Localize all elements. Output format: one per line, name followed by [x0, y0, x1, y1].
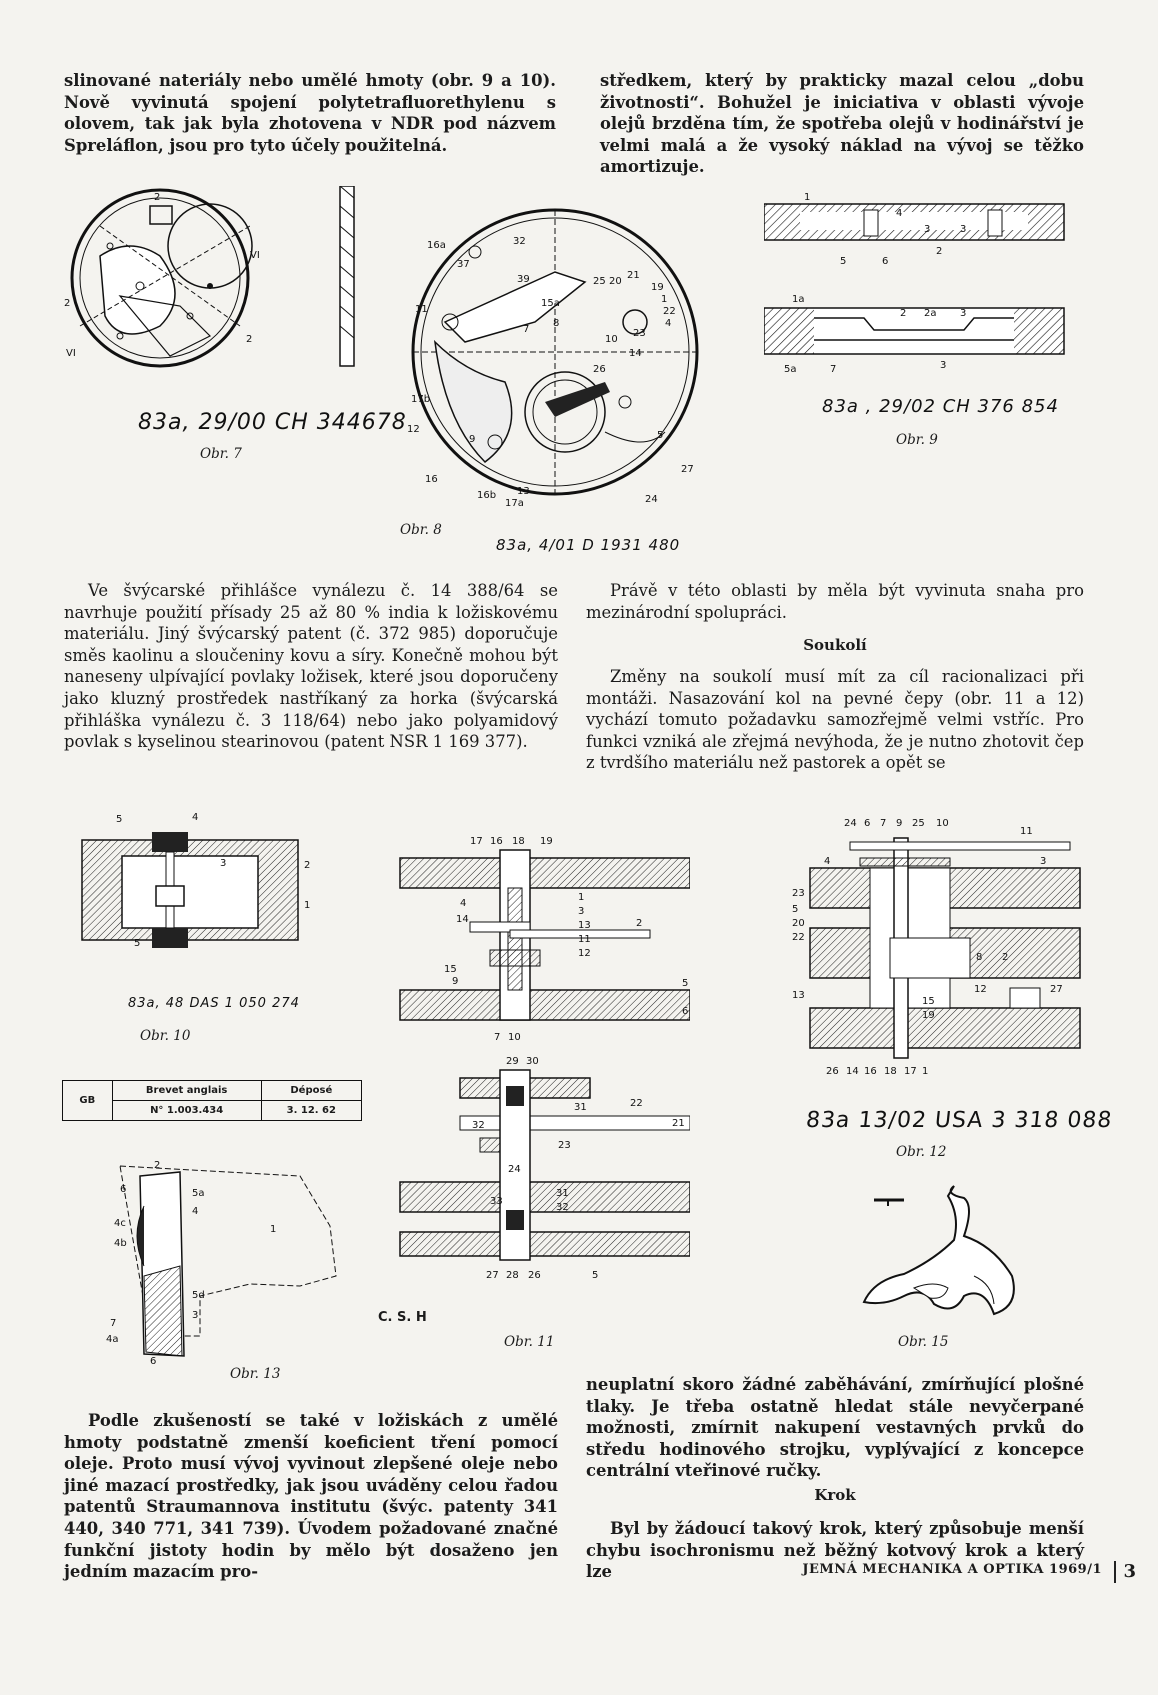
- fig12-label: 17: [904, 1066, 917, 1077]
- fig11-label: 29: [506, 1056, 519, 1067]
- fig13-label: 6: [150, 1356, 157, 1366]
- brevet-table: [62, 1080, 362, 1121]
- figure-7-drawing: [60, 186, 400, 386]
- fig10-label: 2: [304, 860, 311, 871]
- fig12-label: 22: [792, 932, 805, 943]
- fig8-label: 23: [633, 328, 646, 339]
- figure-13: [100, 1156, 350, 1366]
- fig12-label: 10: [936, 818, 949, 829]
- fig11-label: 17: [470, 836, 483, 847]
- fig9-label: 3: [924, 224, 931, 235]
- fig8-label: 11: [415, 304, 428, 315]
- fig11-label: 33: [490, 1196, 503, 1207]
- fig8-label: 17b: [411, 394, 431, 405]
- figure-7-patent: 83a, 29/00 CH 344678: [138, 410, 407, 435]
- fig8-label: 24: [645, 494, 658, 505]
- fig11-label: 32: [556, 1202, 569, 1213]
- figure-12-drawing: [790, 808, 1090, 1078]
- fig11-label: 14: [456, 914, 469, 925]
- figure-8: [405, 202, 715, 512]
- fig8-label: 13: [517, 486, 530, 497]
- fig13-label: 4c: [114, 1218, 126, 1229]
- fig8-label: 9: [469, 434, 476, 445]
- fig11-label: 28: [506, 1270, 519, 1281]
- fig11-label: 18: [512, 836, 525, 847]
- fig12-label: 18: [884, 1066, 897, 1077]
- fig12-label: 27: [1050, 984, 1063, 995]
- fig10-label: 5: [116, 814, 123, 825]
- section-heading-krok: Krok: [814, 1486, 856, 1504]
- fig12-label: 6: [864, 818, 871, 829]
- fig13-label: 5d: [192, 1290, 205, 1301]
- fig12-label: 25: [912, 818, 925, 829]
- fig8-label: 10: [605, 334, 618, 345]
- fig13-label: 4a: [106, 1334, 119, 1345]
- fig7-label: 2: [154, 192, 161, 203]
- fig11-label: 31: [556, 1188, 569, 1199]
- fig11-label: 9: [452, 976, 459, 987]
- fig8-label: 16b: [477, 490, 497, 501]
- fig12-label: 9: [896, 818, 903, 829]
- fig9-label: 5a: [784, 364, 797, 375]
- fig8-label: 21: [627, 270, 640, 281]
- fig9-label: 1a: [792, 294, 805, 305]
- fig11-label: 10: [508, 1032, 521, 1043]
- fig11-upper-assembly: [400, 850, 690, 1020]
- fig8-label: 15a: [541, 298, 560, 309]
- fig11-label: 22: [630, 1098, 643, 1109]
- fig9-label: 2a: [924, 308, 937, 319]
- figure-8-drawing: [405, 202, 715, 512]
- fig12-label: 4: [824, 856, 831, 867]
- figure-15-caption: Obr. 15: [898, 1334, 949, 1350]
- fig13-label: 2: [154, 1160, 161, 1171]
- fig13-label: 7: [110, 1318, 117, 1329]
- fig11-label: 3: [578, 906, 585, 917]
- fig11-label: 23: [558, 1140, 571, 1151]
- fig8-label: 16a: [427, 240, 446, 251]
- fig7-label: 2: [246, 334, 253, 345]
- figure-11: [360, 830, 690, 1308]
- fig9-label: 5: [840, 256, 847, 267]
- column2-mid-paragraph: Právě v této oblasti by měla být vyvinuta snaha pro mezinárodní spolupráci.: [586, 581, 1084, 622]
- fig11-label: 32: [472, 1120, 485, 1131]
- fig9-lower-section: [764, 308, 1064, 354]
- fig13-label: 4: [192, 1206, 199, 1217]
- fig8-label: 25: [593, 276, 606, 287]
- fig12-label: 15: [922, 996, 935, 1007]
- footer-separator: [1114, 1561, 1116, 1583]
- fig11-label: 31: [574, 1102, 587, 1113]
- figure-13-drawing: [100, 1156, 350, 1366]
- fig9-label: 2: [900, 308, 907, 319]
- column1-intro-paragraph: slinované nateriály nebo umělé hmoty (obr. 9 a 10). Nově vyvinutá spojení polytetrafluorethylenu s olovem, tak jak byla zhotovena v NDR pod názvem Spreláflon, jsou pro tyto účely použitelná.: [64, 71, 556, 155]
- fig11-label: 13: [578, 920, 591, 931]
- fig11-label: 5: [592, 1270, 599, 1281]
- fig8-label: 39: [517, 274, 530, 285]
- fig11-label: 24: [508, 1164, 521, 1175]
- fig11-label: 1: [578, 892, 585, 903]
- figure-11-drawing: [360, 830, 690, 1308]
- section-heading-soukoli: Soukolí: [803, 636, 867, 654]
- column2-bottom-paragraph: neuplatní skoro žádné zaběhávání, zmírňující plošné tlaky. Je třeba ostatně hledat stále nevyčerpané možnosti, zmírnit nakupení vestavných prvků do středu hodinového strojku, vyplývající z koncepce centrální vteřinové ručky.: [586, 1375, 1084, 1481]
- figure-15-drawing: [844, 1176, 1044, 1326]
- brevet-depose-date: 3. 12. 62: [261, 1101, 361, 1121]
- fig7-label: VI: [250, 250, 260, 261]
- fig11-label: 27: [486, 1270, 499, 1281]
- fig11-lower-assembly: [400, 1070, 690, 1260]
- fig12-label: 2: [1002, 952, 1009, 963]
- fig8-label: 26: [593, 364, 606, 375]
- fig9-label: 4: [896, 208, 903, 219]
- figure-12-patent: 83a 13/02 USA 3 318 088: [804, 1108, 1114, 1133]
- fig12-label: 1: [922, 1066, 929, 1077]
- fig13-label: 6: [120, 1184, 127, 1195]
- fig12-label: 8: [976, 952, 983, 963]
- fig11-label: 30: [526, 1056, 539, 1067]
- figure-15: [844, 1176, 1044, 1326]
- fig12-label: 20: [792, 918, 805, 929]
- fig13-label: 4b: [114, 1238, 127, 1249]
- fig12-label: 24: [844, 818, 857, 829]
- fig8-label: 37: [457, 259, 470, 270]
- fig11-label: 5: [682, 978, 689, 989]
- fig11-label: 21: [672, 1118, 685, 1129]
- column1-bottom-paragraph: Podle zkušeností se také v ložiskách z umělé hmoty podstatně zmenší koeficient tření pomocí oleje. Proto musí vývoj vyvinout zlepšené oleje nebo jiné mazací prostředky, jak jsou uváděny celou řadou patentů Straumannova institutu (švýc. patenty 341 440, 340 771, 341 739). Úvodem požadované značné funkční jistoty hodin by mělo být dosaženo jen jedním mazacím pro-: [64, 1411, 558, 1582]
- figure-9-drawing: [764, 190, 1084, 390]
- fig13-label: 5a: [192, 1188, 205, 1199]
- fig12-label: 26: [826, 1066, 839, 1077]
- fig12-label: 13: [792, 990, 805, 1001]
- column2-intro-paragraph: středkem, který by prakticky mazal celou „dobu životnosti“. Bohužel je iniciativa v oblasti vývoje olejů brzděna tím, že spotřeba olejů v hodinářství je velmi malá a že vysoký náklad na vývoj se těžko amortizuje.: [600, 71, 1084, 177]
- fig8-label: 1: [661, 294, 668, 305]
- figure-7: [60, 186, 400, 386]
- fig10-label: 3: [220, 858, 227, 869]
- fig9-label: 1: [804, 192, 811, 203]
- fig12-label: 3: [1040, 856, 1047, 867]
- fig8-label: 5: [657, 430, 664, 441]
- fig12-label: 19: [922, 1010, 935, 1021]
- fig8-label: 7: [523, 324, 530, 335]
- fig11-label: 11: [578, 934, 591, 945]
- fig8-label: 4: [665, 318, 672, 329]
- fig11-label: 12: [578, 948, 591, 959]
- figure-9: [764, 190, 1084, 390]
- figure-10: [72, 808, 322, 948]
- fig9-label: 3: [960, 224, 967, 235]
- figure-8-patent: 83a, 4/01 D 1931 480: [496, 536, 681, 554]
- brevet-number: N° 1.003.434: [112, 1101, 261, 1121]
- fig11-label: 6: [682, 1006, 689, 1017]
- page-number: 3: [1123, 1561, 1136, 1582]
- fig10-label: 5: [134, 938, 141, 948]
- fig9-label: 3: [940, 360, 947, 371]
- fig9-label: 2: [936, 246, 943, 257]
- fig10-label: 4: [192, 812, 199, 823]
- fig9-label: 6: [882, 256, 889, 267]
- fig7-label: VI: [66, 348, 76, 359]
- fig11-label: 15: [444, 964, 457, 975]
- fig8-label: 19: [651, 282, 664, 293]
- fig8-label: 22: [663, 306, 676, 317]
- figure-10-caption: Obr. 10: [140, 1028, 191, 1044]
- column2-krok-paragraph: Byl by žádoucí takový krok, který způsobuje menší chybu isochronismu než běžný kotvový krok a který lze: [586, 1519, 1084, 1582]
- figure-10-patent: 83a, 48 DAS 1 050 274: [128, 996, 300, 1011]
- fig12-label: 5: [792, 904, 799, 915]
- figure-12: [790, 808, 1090, 1078]
- fig13-label: 1: [270, 1224, 277, 1235]
- fig8-label: 27: [681, 464, 694, 475]
- brevet-depose-label: Déposé: [261, 1081, 361, 1101]
- figure-11-caption: Obr. 11: [504, 1334, 555, 1350]
- fig8-label: 32: [513, 236, 526, 247]
- fig9-label: 7: [830, 364, 837, 375]
- figure-10-drawing: [72, 808, 322, 948]
- fig8-label: 12: [407, 424, 420, 435]
- fig11-label: 7: [494, 1032, 501, 1043]
- fig12-label: 14: [846, 1066, 859, 1077]
- brevet-title: Brevet anglais: [112, 1081, 261, 1101]
- figure-8-caption: Obr. 8: [400, 522, 442, 538]
- fig8-label: 14: [629, 348, 642, 359]
- fig8-label: 8: [553, 318, 560, 329]
- figure-13-caption: Obr. 13: [230, 1366, 281, 1382]
- fig7-label: 2: [64, 298, 71, 309]
- fig12-label: 23: [792, 888, 805, 899]
- fig11-label: 19: [540, 836, 553, 847]
- figure-12-caption: Obr. 12: [896, 1144, 947, 1160]
- fig10-label: 1: [304, 900, 311, 911]
- fig12-label: 7: [880, 818, 887, 829]
- fig8-label: 17a: [505, 498, 524, 509]
- figure-7-caption: Obr. 7: [200, 446, 242, 462]
- fig12-label: 16: [864, 1066, 877, 1077]
- fig9-label: 3: [960, 308, 967, 319]
- brevet-country: GB: [63, 1081, 113, 1121]
- column2-soukoli-paragraph: Změny na soukolí musí mít za cíl racionalizaci při montáži. Nasazování kol na pevné čepy (obr. 11 a 12) vychází tomuto požadavku samozřejmě velmi vstříc. Pro funkci vzniká ale zřejmá nevýhoda, že je nutno zhotovit čep z tvrdšího materiálu než pastorek a opět se: [586, 667, 1084, 773]
- footer-journal-title: JEMNÁ MECHANIKA A OPTIKA 1969/1: [802, 1562, 1102, 1577]
- fig9-upper-section: [764, 204, 1064, 240]
- fig11-label: 4: [460, 898, 467, 909]
- fig13-label: 3: [192, 1310, 199, 1321]
- fig12-label: 12: [974, 984, 987, 995]
- figure-11-country: C. S. H: [378, 1310, 427, 1325]
- column1-mid-paragraph: Ve švýcarské přihlášce vynálezu č. 14 388/64 se navrhuje použití přísady 25 až 80 % india k ložiskovému materiálu. Jiný švýcarský patent (č. 372 985) doporučuje směs kaolinu a sloučeniny kovu a síry. Konečně mohou být naneseny ulpívající povlaky ložisek, které jsou doporučeny jako kluzný prostředek nastříkaný za horka (švýcarská přihláška vynálezu č. 3 118/64) nebo jako polyamidový povlak s kyselinou stearinovou (patent NSR 1 169 377).: [64, 581, 558, 752]
- fig12-label: 11: [1020, 826, 1033, 837]
- figure-9-patent: 83a , 29/02 CH 376 854: [822, 396, 1059, 417]
- fig8-label: 16: [425, 474, 438, 485]
- fig8-label: 20: [609, 276, 622, 287]
- figure-9-caption: Obr. 9: [896, 432, 938, 448]
- fig11-label: 26: [528, 1270, 541, 1281]
- fig11-label: 16: [490, 836, 503, 847]
- fig11-label: 2: [636, 918, 643, 929]
